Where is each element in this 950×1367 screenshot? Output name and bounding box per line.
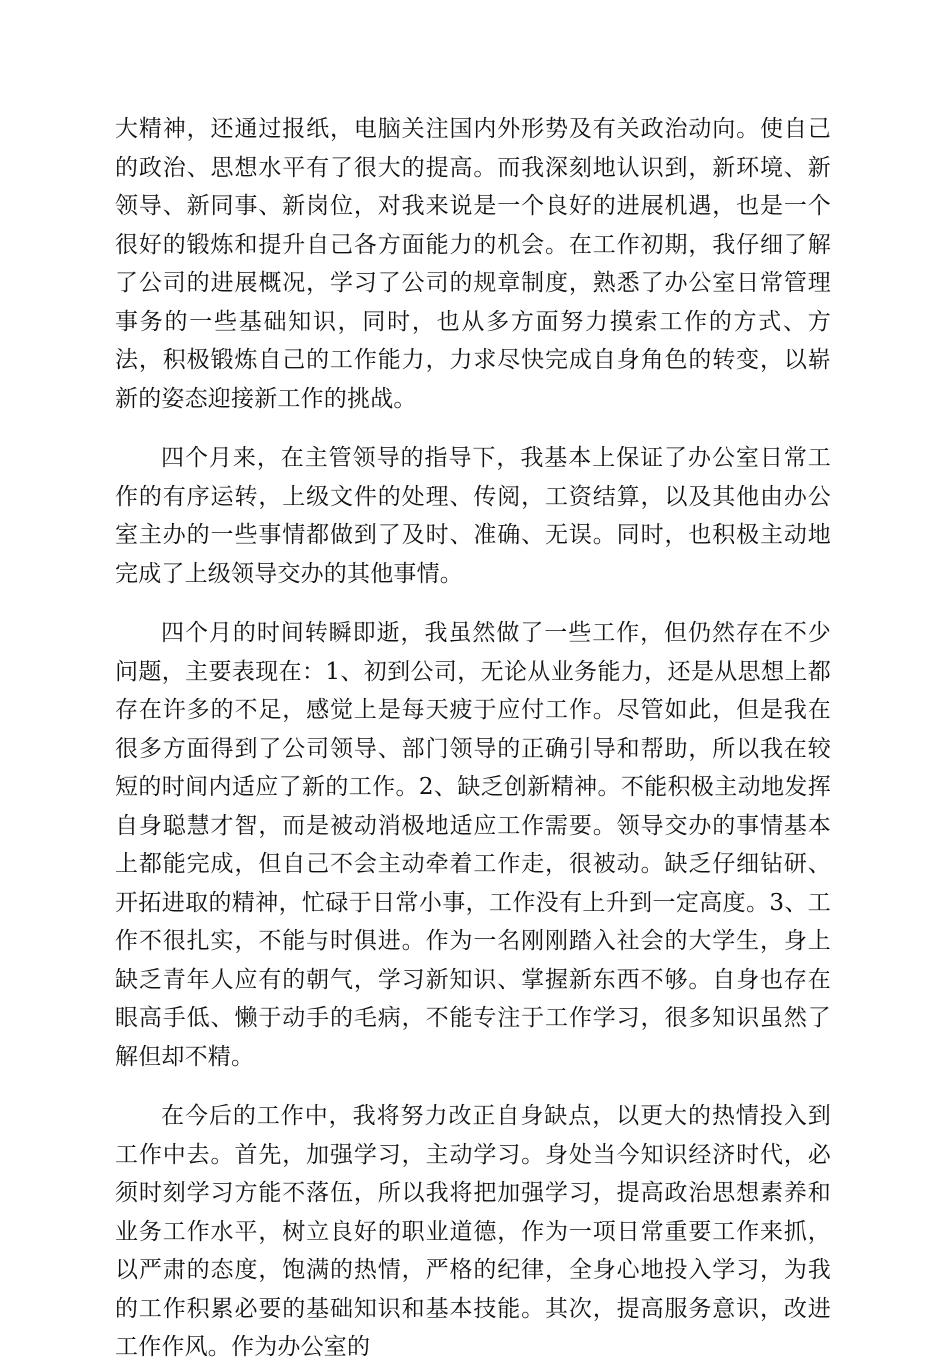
document-body bbox=[115, 110, 831, 1367]
paragraph-four-months-work: 四个月来，在主管领导的指导下，我基本上保证了办公室日常工作的有序运转，上级文件的处理、传阅，工资结算，以及其他由办公室主办的一些事情都做到了及时、准确、无误。同时，也积极主动地完成了上级领导交办的其他事情。 bbox=[115, 445, 831, 587]
paragraph-political-study: 大精神，还通过报纸，电脑关注国内外形势及有关政治动向。使自己的政治、思想水平有了很大的提高。而我深刻地认识到，新环境、新领导、新同事、新岗位，对我来说是一个良好的进展机遇，也是一个很好的锻炼和提升自己各方面能力的机会。在工作初期，我仔细了解了公司的进展概况，学习了公司的规章制度，熟悉了办公室日常管理事务的一些基础知识，同时，也从多方面努力摸索工作的方式、方法，积极锻炼自己的工作能力，力求尽快完成自身角色的转变，以崭新的姿态迎接新工作的挑战。 bbox=[115, 116, 831, 412]
paragraph-existing-problems: 四个月的时间转瞬即逝，我虽然做了一些工作，但仍然存在不少问题，主要表现在：1、初到公司，无论从业务能力，还是从思想上都存在许多的不足，感觉上是每天疲于应付工作。尽管如此，但是我在很多方面得到了公司领导、部门领导的正确引导和帮助，所以我在较短的时间内适应了新的工作。2、缺乏创新精神。不能积极主动地发挥自身聪慧才智，而是被动消极地适应工作需要。领导交办的事情基本上都能完成，但自己不会主动牵着工作走，很被动。缺乏仔细钻研、开拓进取的精神，忙碌于日常小事，工作没有上升到一定高度。3、工作不很扎实，不能与时俱进。作为一名刚刚踏入社会的大学生，身上缺乏青年人应有的朝气，学习新知识、掌握新东西不够。自身也存在眼高手低、懒于动手的毛病，不能专注于工作学习，很多知识虽然了解但却不精。 bbox=[115, 620, 831, 1070]
paragraph-future-plans: 在今后的工作中，我将努力改正自身缺点，以更大的热情投入到工作中去。首先，加强学习，主动学习。身处当今知识经济时代，必须时刻学习方能不落伍，所以我将把加强学习，提高政治思想素养和业务工作水平，树立良好的职业道德，作为一项日常重要工作来抓，以严肃的态度，饱满的热情，严格的纪律，全身心地投入学习，为我的工作积累必要的基础知识和基本技能。其次，提高服务意识，改进工作作风。作为办公室的 bbox=[115, 1103, 831, 1360]
